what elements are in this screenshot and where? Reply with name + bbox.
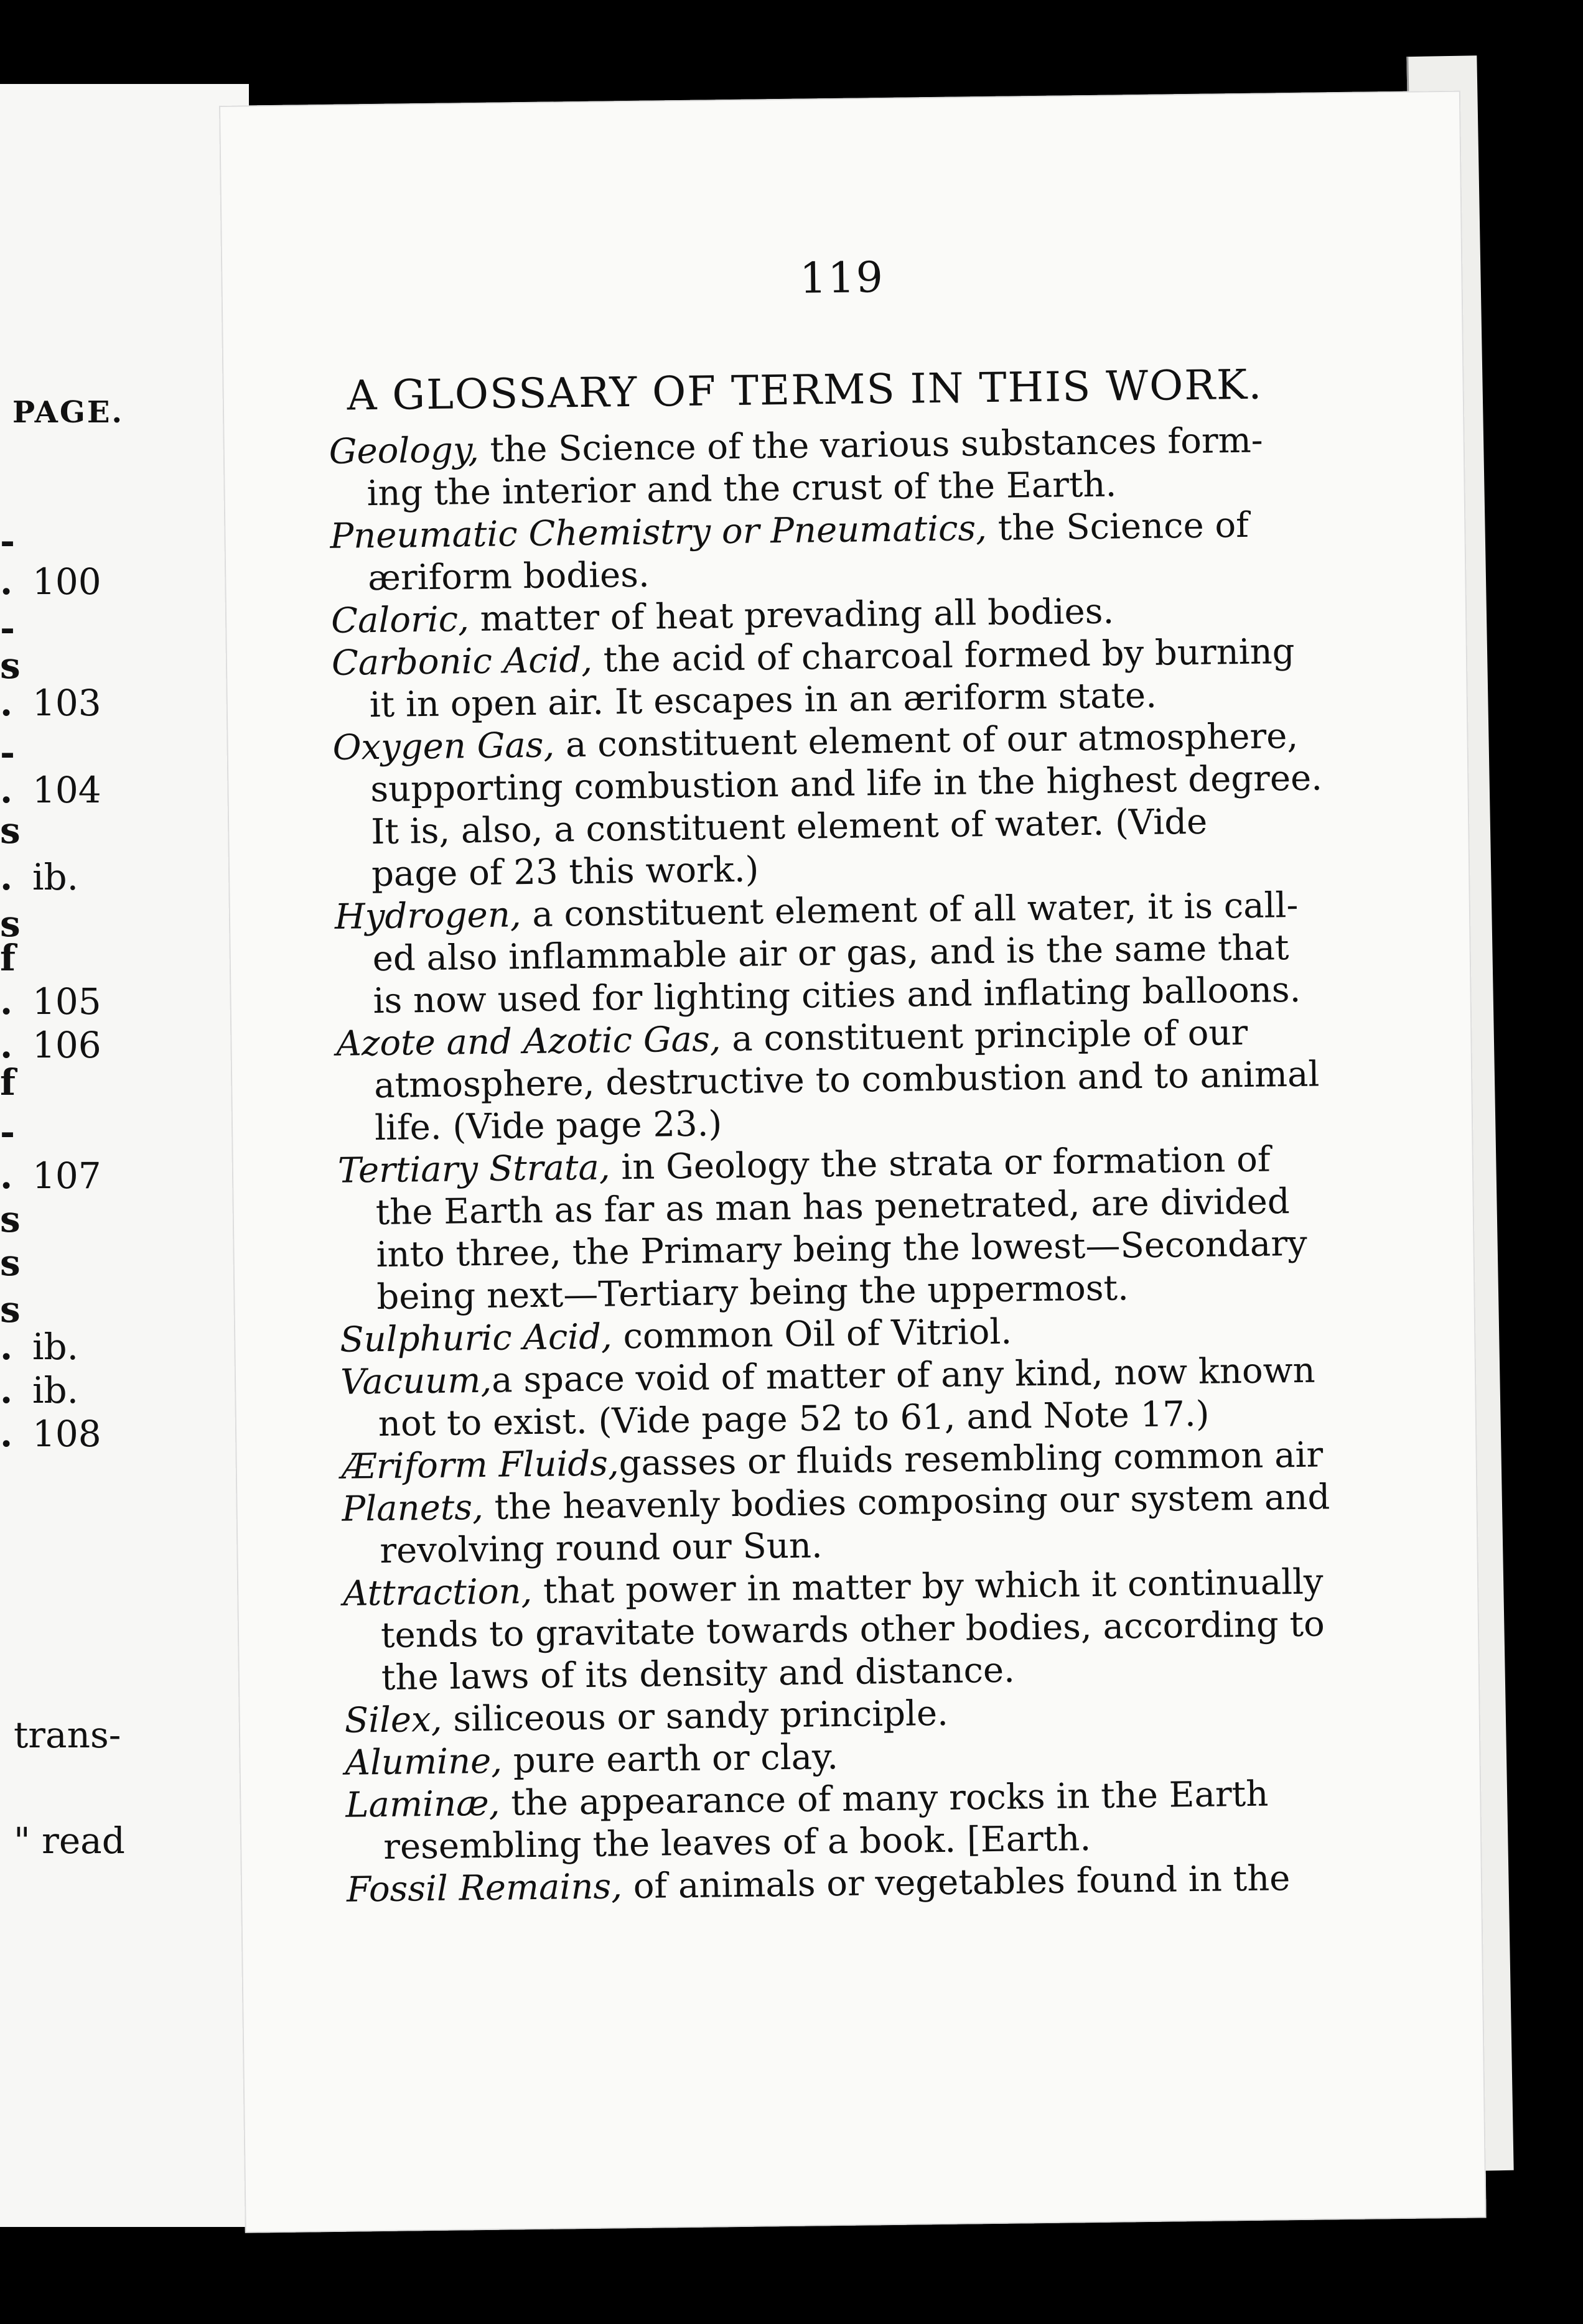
left-index-marker: . <box>0 769 13 811</box>
glossary-definition-continued: atmosphere, destructive to combustion and to animal <box>373 1054 1320 1107</box>
left-index-page: ib. <box>32 856 79 898</box>
left-index-marker: - <box>0 607 16 649</box>
left-index-marker: - <box>0 520 16 562</box>
left-index-marker: . <box>0 1155 13 1197</box>
left-index-marker: s <box>0 1288 21 1331</box>
glossary-definition: siliceous or sandy principle. <box>442 1693 949 1740</box>
glossary-definition: of animals or vegetables found in the <box>622 1858 1291 1907</box>
glossary-term: Vacuum, <box>340 1360 492 1403</box>
glossary-definition: a constituent element of all water, it is call- <box>521 885 1299 936</box>
left-index-marker: . <box>0 1024 13 1066</box>
glossary-definition-continued: It is, also, a constituent element of water. (Vide <box>370 801 1208 853</box>
glossary-term: Sulphuric Acid, <box>339 1316 613 1360</box>
left-page-header: PAGE. <box>12 395 124 430</box>
glossary-term: Hydrogen, <box>334 895 521 937</box>
glossary-term: Geology, <box>329 429 480 472</box>
glossary-term: Alumine, <box>345 1741 503 1783</box>
glossary-definition: a constituent element of our atmosphere, <box>554 715 1299 766</box>
left-index-page: 106 <box>32 1024 101 1066</box>
glossary-definition-continued: revolving round our Sun. <box>380 1525 823 1572</box>
left-index-marker: f <box>0 1061 16 1104</box>
left-index-page: 108 <box>32 1413 101 1455</box>
glossary-definition: that power in matter by which it continually <box>531 1561 1324 1612</box>
glossary-term: Silex, <box>344 1699 442 1741</box>
glossary-term: Azote and Azotic Gas, <box>336 1019 721 1064</box>
glossary-definition-continued: resembling the leaves of a book. [Earth. <box>383 1818 1091 1867</box>
glossary-definition-continued: not to exist. (Vide page 52 to 61, and Note 17.) <box>378 1393 1210 1445</box>
page-number: 119 <box>799 253 885 304</box>
glossary-definition: common Oil of Vitriol. <box>612 1311 1012 1357</box>
glossary-term: Laminæ, <box>345 1783 500 1826</box>
glossary-term: Tertiary Strata, <box>337 1147 610 1191</box>
right-page <box>219 91 1487 2233</box>
left-index-page: 107 <box>32 1155 101 1197</box>
left-index-marker: - <box>0 732 16 774</box>
glossary-definition-continued: is now used for lighting cities and inflating balloons. <box>373 969 1301 1022</box>
left-index-marker: s <box>0 809 21 852</box>
left-index-page: 100 <box>32 560 101 603</box>
left-page-bottom-line-2: " read <box>14 1820 125 1862</box>
glossary-definition: the heavenly bodies composing our system and <box>483 1477 1330 1528</box>
glossary-entry <box>344 1693 948 1742</box>
glossary-term: Carbonic Acid, <box>331 639 593 684</box>
glossary-definition: the acid of charcoal formed by burning <box>592 631 1295 681</box>
left-index-marker: . <box>0 560 13 603</box>
glossary-definition-continued: life. (Vide page 23.) <box>374 1104 722 1149</box>
glossary-entry <box>329 420 1263 473</box>
glossary-definition-continued: the laws of its density and distance. <box>381 1650 1016 1698</box>
left-index-marker: s <box>0 1242 21 1284</box>
glossary-definition-continued: supporting combustion and life in the highest degree. <box>370 758 1323 811</box>
left-index-marker: . <box>0 980 13 1023</box>
left-index-page: ib. <box>32 1326 79 1368</box>
glossary-definition: the Science of <box>986 504 1249 549</box>
left-index-page: ib. <box>32 1369 79 1411</box>
glossary-definition-continued: æriform bodies. <box>367 554 650 599</box>
glossary-term: Planets, <box>342 1487 484 1530</box>
glossary-definition: a space void of matter of any kind, now known <box>491 1350 1316 1401</box>
glossary-definition: the appearance of many rocks in the Earth <box>500 1773 1269 1824</box>
left-page-fragment <box>0 84 249 2227</box>
glossary-term: Æriform Fluids, <box>341 1443 620 1487</box>
glossary-definition-continued: ing the interior and the crust of the Earth. <box>367 464 1117 514</box>
glossary-definition: gasses or fluids resembling common air <box>619 1434 1324 1484</box>
left-index-marker: . <box>0 856 13 898</box>
glossary-entry <box>345 1736 838 1785</box>
left-page-bottom-line-1: trans- <box>14 1714 121 1756</box>
glossary-definition-continued: the Earth as far as man has penetrated, are divided <box>375 1181 1291 1234</box>
glossary-definition: the Science of the various substances form- <box>479 420 1264 470</box>
glossary-term: Pneumatic Chemistry or Pneumatics, <box>330 508 988 557</box>
left-index-page: 103 <box>32 682 101 724</box>
glossary-definition: in Geology the strata or formation of <box>610 1139 1271 1188</box>
glossary-term: Oxygen Gas, <box>332 725 555 768</box>
glossary-term: Attraction, <box>342 1571 533 1614</box>
left-index-page: 105 <box>32 980 101 1023</box>
left-index-marker: . <box>0 1369 13 1411</box>
left-index-page: 104 <box>32 769 101 811</box>
left-index-marker: . <box>0 1413 13 1455</box>
glossary-term: Fossil Remains, <box>346 1866 623 1910</box>
left-index-marker: . <box>0 1326 13 1368</box>
glossary-definition-continued: into three, the Primary being the lowest—Secondary <box>376 1223 1308 1276</box>
glossary-definition: pure earth or clay. <box>502 1737 839 1782</box>
glossary-definition: a constituent principle of our <box>721 1012 1248 1060</box>
left-index-marker: - <box>0 1111 16 1153</box>
left-index-marker: . <box>0 682 13 724</box>
left-index-marker: s <box>0 644 21 687</box>
left-index-marker: s <box>0 903 21 945</box>
glossary-definition: matter of heat prevading all bodies. <box>469 591 1114 640</box>
glossary-definition-continued: being next—Tertiary being the uppermost. <box>376 1268 1129 1318</box>
glossary-definition-continued: ed also inflammable air or gas, and is the same that <box>372 927 1289 980</box>
glossary-definition-continued: tends to gravitate towards other bodies, according to <box>380 1604 1325 1657</box>
glossary-definition-continued: it in open air. It escapes in an æriform state. <box>369 675 1157 726</box>
left-index-marker: s <box>0 1198 21 1240</box>
left-index-marker: f <box>0 937 16 979</box>
glossary-title: A GLOSSARY OF TERMS IN THIS WORK. <box>347 360 1263 420</box>
glossary-term: Caloric, <box>330 599 470 641</box>
glossary-definition-continued: page of 23 this work.) <box>371 849 759 895</box>
